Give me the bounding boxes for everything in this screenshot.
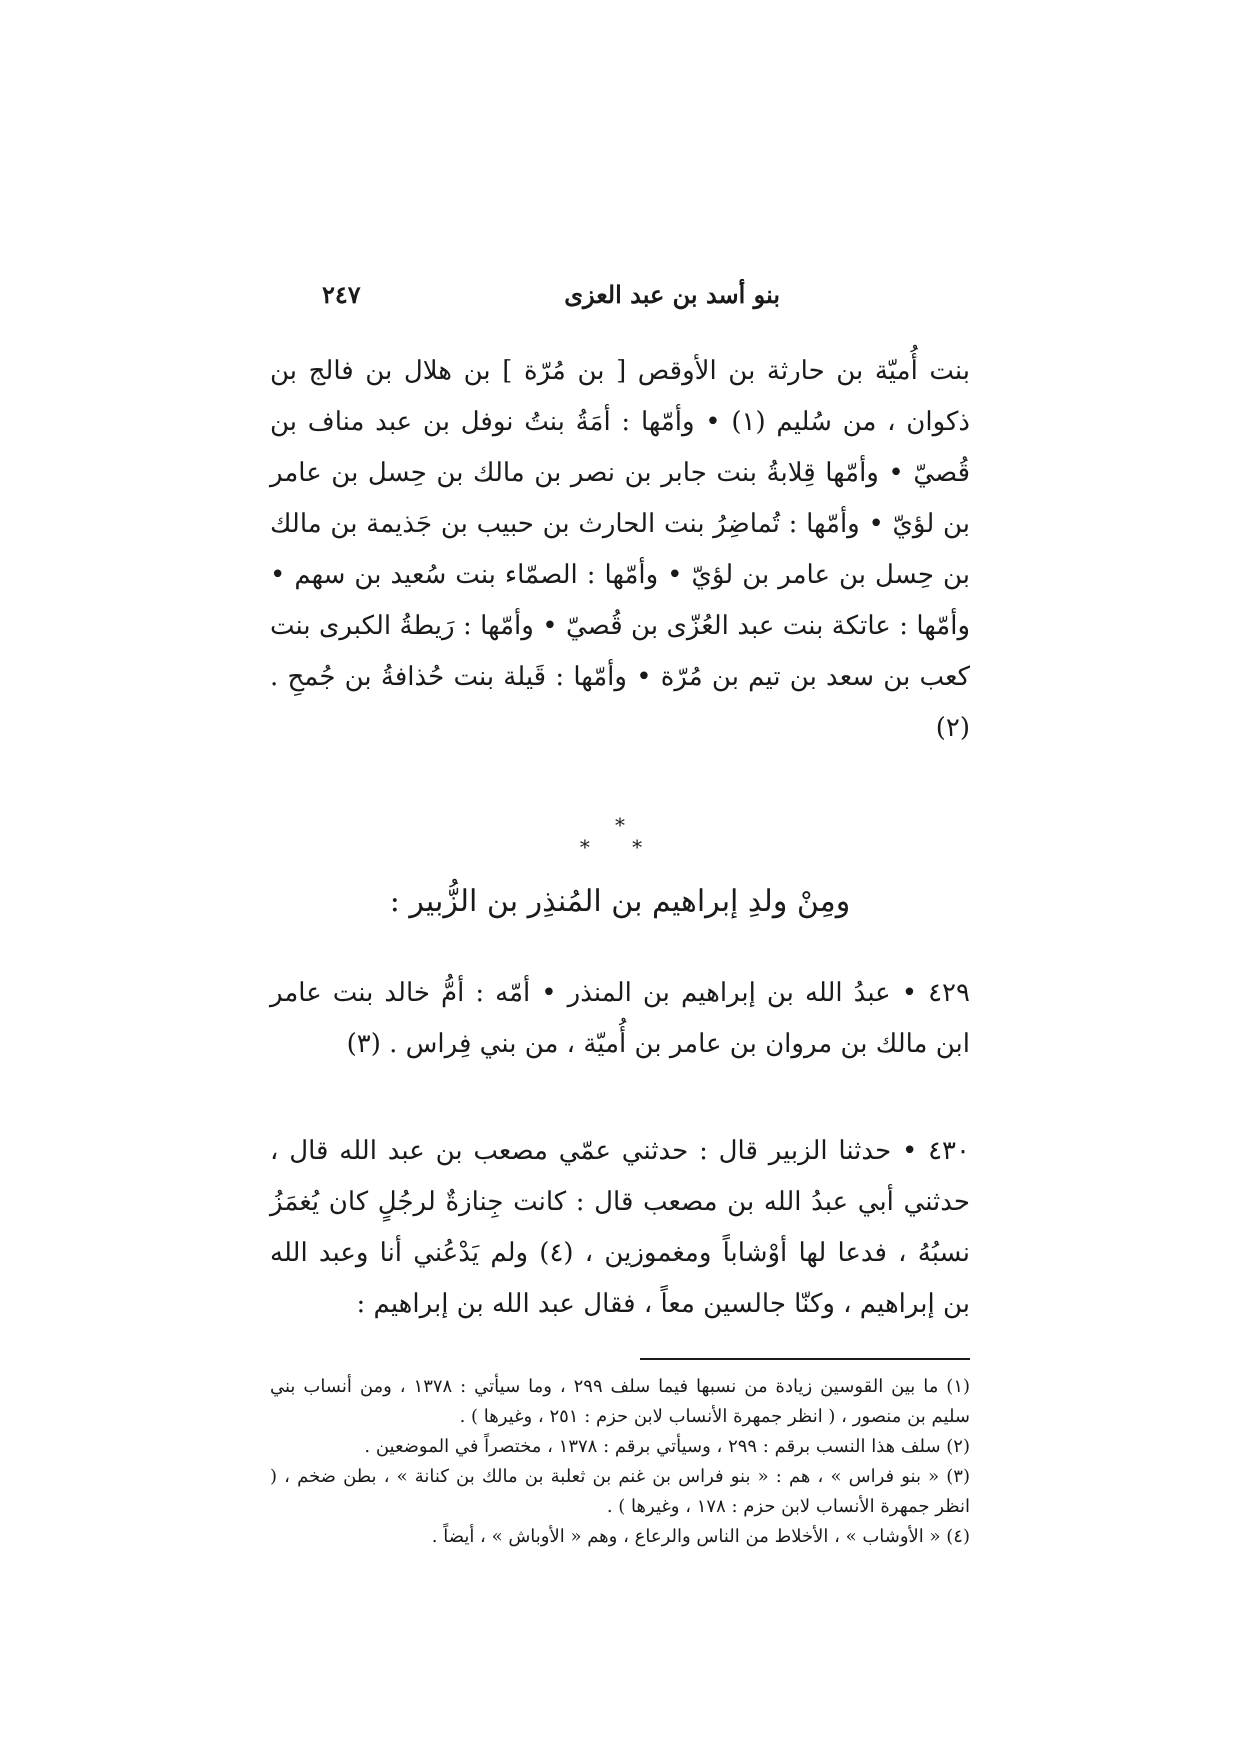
page-number: ٢٤٧ (322, 280, 361, 309)
ornament-stars-bottom: * * (579, 835, 661, 859)
book-page (270, 280, 970, 1552)
footnote-1: (١) ما بين القوسين زيادة من نسبها فيما سلف ٢٩٩ ، وما سيأتي : ١٣٧٨ ، ومن أنساب بني سليم بن منصور ، ( انظر جمهرة الأنساب لابن حزم : ٢٥١ ، وغيرها ) . (270, 1376, 971, 1427)
footnotes (270, 1372, 970, 1552)
entry-430: ٤٣٠ • حدثنا الزبير قال : حدثني عمّي مصعب بن عبد الله قال ، حدثني أبي عبدُ الله بن مصعب قال : كانت جِنازةٌ لرجُلٍ كان يُغمَزُ نسبُهُ ، فدعا لها أوْشاباً ومغموزين ، (٤) ولم يَدْعُني أنا وعبد الله بن إبراهيم ، وكنّا جالسين معاً ، فقال عبد الله بن إبراهيم : (270, 1136, 970, 1319)
running-title: بنو أسد بن عبد العزى (564, 280, 780, 309)
intro-paragraph: بنت أُميّة بن حارثة بن الأوقص [ بن مُرّة ] بن هلال بن فالج بن ذكوان ، من سُليم (١) • وأمّها : أمَةُ بنتُ نوفل بن عبد مناف بن قُصيّ • وأمّها قِلابةُ بنت جابر بن نصر بن مالك بن حِسل بن عامر بن لؤيّ • وأمّها : تُماضِرُ بنت الحارث بن حبيب بن جَذيمة بن مالك بن حِسل بن عامر بن لؤيّ • وأمّها : الصمّاء بنت سُعيد بن سهم • وأمّها : عاتكة بنت عبد العُزّى بن قُصيّ • وأمّها : رَيطةُ الكبرى بنت كعب بن سعد بن تيم بن مُرّة • وأمّها : قَيلة بنت حُذافةُ بن جُمحِ . (٢) (270, 356, 970, 743)
footnote-2: (٢) سلف هذا النسب برقم : ٢٩٩ ، وسيأتي برقم : ١٣٧٨ ، مختصراً في الموضعين . (364, 1436, 970, 1457)
running-header (270, 280, 970, 314)
footnote-3: (٣) « بنو فراس » ، هم : « بنو فراس بن غنم بن ثعلبة بن مالك بن كنانة » ، بطن ضخم ، ( انظر جمهرة الأنساب لابن حزم : ١٧٨ ، وغيرها ) . (270, 1466, 970, 1517)
entry-429: ٤٢٩ • عبدُ الله بن إبراهيم بن المنذر • أمّه : أمُّ خالد بنت عامر ابن مالك بن مروان بن عامر بن أُميّة ، من بني فِراس . (٣) (270, 978, 970, 1059)
section-heading: ومِنْ ولدِ إبراهيم بن المُنذِر بن الزُّبير : (389, 884, 851, 919)
section-ornament (270, 814, 970, 858)
footnote-4: (٤) « الأوشاب » ، الأخلاط من الناس والرعاع ، وهم « الأوباش » ، أيضاً . (431, 1526, 970, 1547)
ornament-star-top: * (615, 813, 625, 837)
footnote-divider (640, 1358, 970, 1360)
